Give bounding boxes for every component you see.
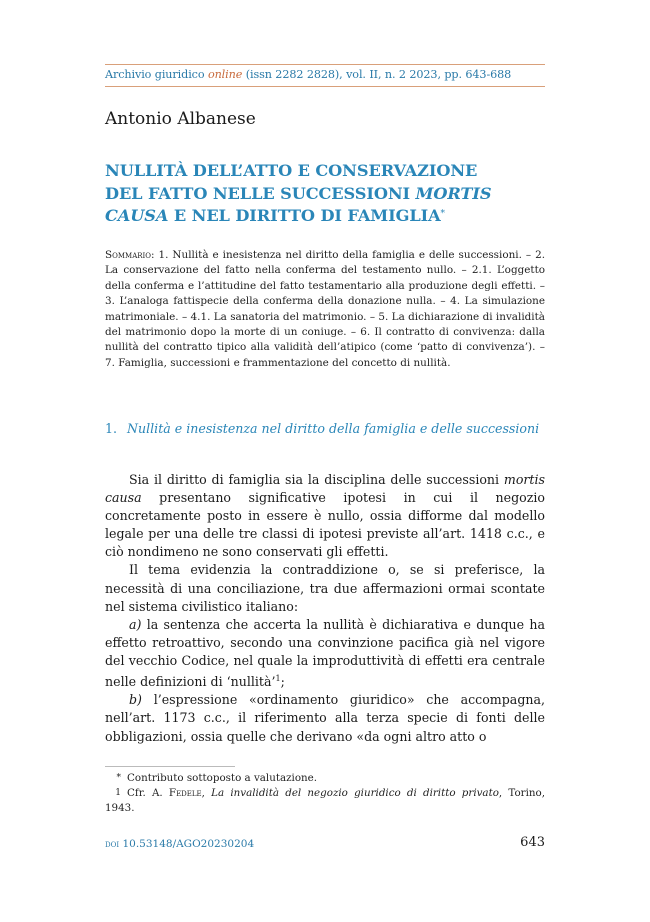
journal-issue-info: (issn 2282 2828), vol. II, n. 2 2023, pp. 643-688	[242, 68, 512, 81]
footnote-1-mark: 1	[115, 788, 121, 798]
footnote-star-text: Contributo sottoposto a valutazione.	[127, 772, 318, 784]
summary-text: 1. Nullità e inesistenza nel diritto della famiglia e delle successioni. – 2. La conservazione del fatto nella conferma del testamento nullo. – 2.1. L’oggetto della conferma e l’attitudine del fatto testamentario alla produzione degli effetti. – 3. L’analoga fattispecie della conferma della donazione nulla. – 4. La simulazione matrimoniale. – 4.1. La sanatoria del matrimonio. – 5. La dichiarazione di invalidità del matrimonio dopo la morte di un coniuge. – 6. Il contratto di convivenza: dalla nullità del contratto tipico alla validità dell’atipico (come ‘patto di convivenza’). – 7. Famiglia, successioni e frammentazione del concetto di nullità.	[105, 249, 545, 369]
article-title	[105, 160, 545, 228]
journal-online-label: online	[207, 68, 243, 81]
footnote-1-title: La invalidità del negozio giuridico di diritto privato	[211, 787, 499, 799]
footnote-star-mark: *	[116, 773, 121, 783]
footnote-1-author: Fedele	[168, 787, 202, 799]
title-line-1: NULLITÀ DELL’ATTO E CONSERVAZIONE	[105, 161, 478, 180]
body-text	[105, 471, 545, 746]
paragraph-3-text-b: ;	[280, 674, 285, 690]
section-heading	[105, 420, 545, 438]
paragraph-1-italic: mortis causa	[105, 472, 545, 506]
title-line-3: E NEL DIRITTO DI FAMIGLIA	[168, 206, 441, 225]
doi-label: doi	[105, 838, 120, 850]
footnote-ref-1: 1	[275, 674, 281, 684]
footnote-1-text-c: , Torino, 1943.	[105, 787, 545, 814]
footnote-1-text-b: ,	[201, 787, 212, 799]
paragraph-1	[105, 471, 545, 561]
summary-label: Sommario:	[105, 249, 155, 261]
paragraph-1-text-b: presentano significative ipotesi in cui il negozio concretamente posto in essere è nullo, ossia difforme dal modello legale per una delle tre classi di ipotesi previste all’art. 1418 c.c., e ciò nondimeno ne sono conservati gli effetti.	[105, 490, 545, 560]
paragraph-3-text-a: la sentenza che accerta la nullità è dichiarativa e dunque ha effetto retroattivo, secondo una convinzione pacifica già nel vigore del vecchio Codice, nel quale la improduttività di effetti era centrale nelle definizioni di ‘nullità’	[105, 616, 545, 690]
summary-block	[105, 248, 545, 371]
paragraph-3-label: a)	[129, 616, 142, 632]
page-number: 643	[520, 835, 545, 850]
author-name: Antonio Albanese	[105, 109, 256, 129]
title-italic-causa: CAUSA	[105, 206, 169, 225]
paragraph-4-label: b)	[129, 692, 142, 708]
section-title: Nullità e inesistenza nel diritto della famiglia e delle successioni	[127, 421, 540, 436]
journal-citation	[105, 68, 545, 81]
paragraph-4-text: l’espressione «ordinamento giuridico» che accompagna, nell’art. 1173 c.c., il riferimento alla terza specie di fonti delle obbligazioni, ossia quelle che derivano «da ogni altro atto o	[105, 692, 545, 744]
header-top-rule	[105, 64, 545, 65]
doi-value: 10.53148/AGO20230204	[119, 838, 255, 850]
title-italic-mortis: MORTIS	[415, 183, 492, 203]
paragraph-3	[105, 616, 545, 692]
paragraph-4	[105, 691, 545, 745]
footnote-star	[105, 771, 545, 786]
paragraph-2: Il tema evidenzia la contraddizione o, se si preferisce, la necessità di una conciliazione, tra due affermazioni ormai scontate nel sistema civilistico italiano:	[105, 562, 545, 614]
footnote-separator	[105, 766, 235, 767]
footnote-1	[105, 786, 545, 816]
journal-name: Archivio giuridico	[105, 68, 208, 81]
footnote-1-text-a: Cfr. A.	[127, 787, 169, 799]
header-bottom-rule	[105, 86, 545, 87]
title-line-2: DEL FATTO NELLE SUCCESSIONI	[105, 183, 416, 203]
section-number: 1.	[105, 421, 118, 436]
doi-link[interactable]	[105, 838, 254, 850]
title-footnote-mark: *	[440, 209, 445, 219]
paragraph-1-text-a: Sia il diritto di famiglia sia la disciplina delle successioni	[129, 472, 504, 487]
